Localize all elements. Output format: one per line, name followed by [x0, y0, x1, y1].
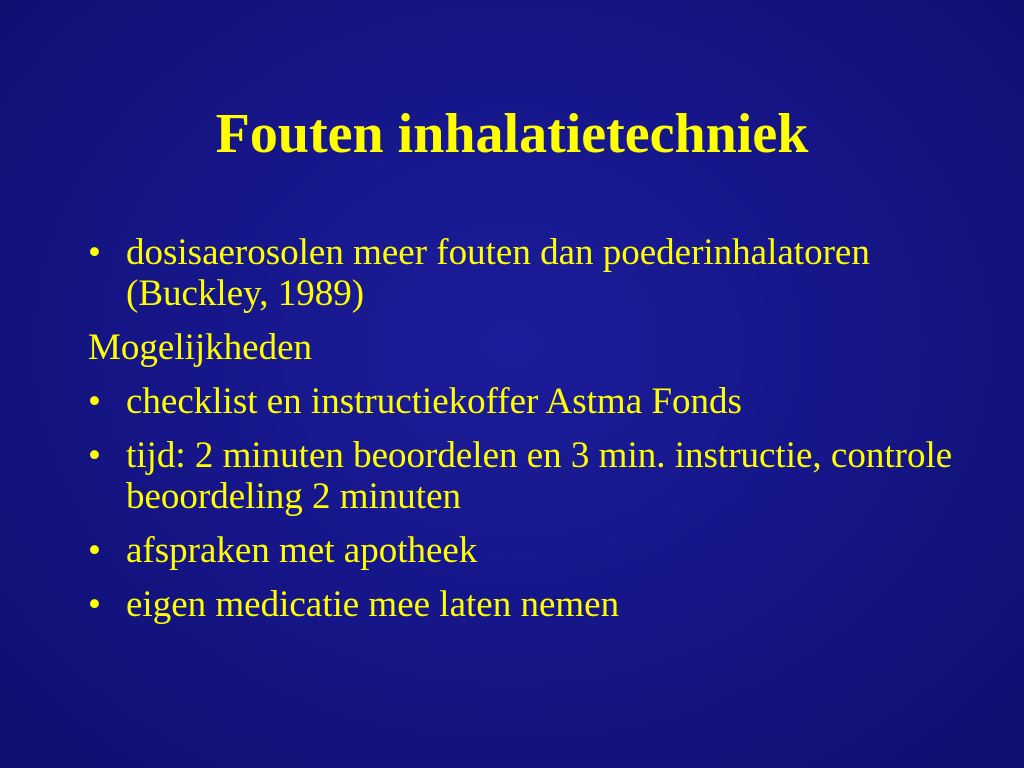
section-label — [88, 327, 988, 368]
bullet-text: dosisaerosolen meer fouten dan poederinhalatoren (Buckley, 1989) — [126, 232, 870, 314]
bullet-text: tijd: 2 minuten beoordelen en 3 min. instructie, controle beoordeling 2 minuten — [126, 435, 953, 517]
section-label-text: Mogelijkheden — [88, 327, 313, 368]
slide-content — [88, 232, 988, 638]
bullet-icon: • — [88, 584, 101, 625]
bullet-icon: • — [88, 530, 101, 571]
bullet-icon: • — [88, 232, 101, 273]
bullet-icon: • — [88, 435, 101, 476]
bullet-icon: • — [88, 381, 101, 422]
slide-title: Fouten inhalatietechniek — [215, 103, 809, 165]
bullet-text: checklist en instructiekoffer Astma Fonds — [126, 381, 742, 422]
bullet-text: eigen medicatie mee laten nemen — [126, 584, 620, 625]
bullet-item — [88, 435, 988, 517]
bullet-item — [88, 530, 988, 571]
bullet-item — [88, 232, 988, 314]
bullet-item — [88, 584, 988, 625]
bullet-text: afspraken met apotheek — [126, 530, 478, 571]
bullet-item — [88, 381, 988, 422]
